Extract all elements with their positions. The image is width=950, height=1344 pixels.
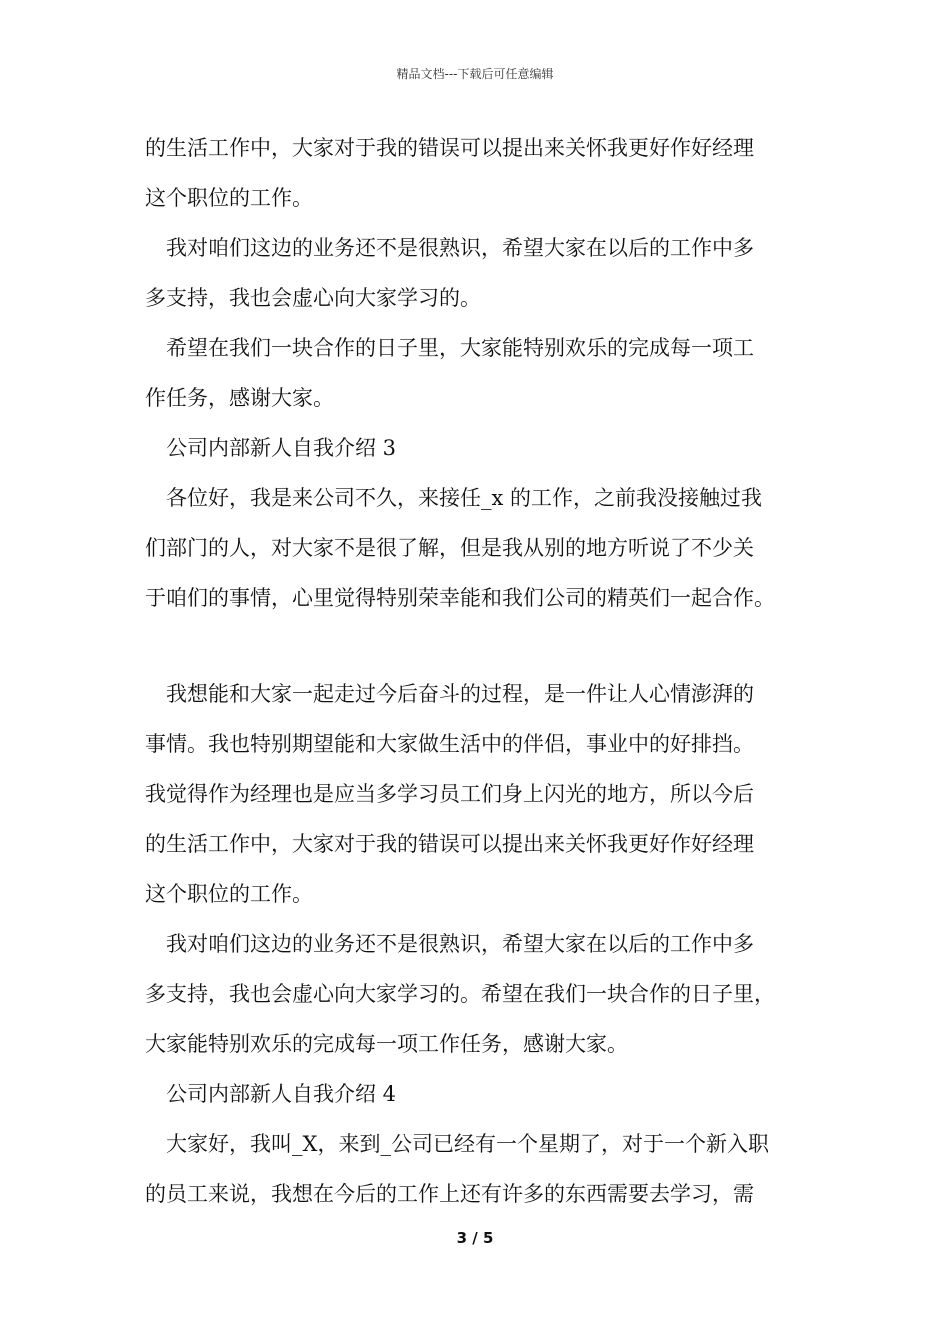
text-line: 希望在我们一块合作的日子里，大家能特别欢乐的完成每一项工 [166,336,754,360]
text-line: 各位好，我是来公司不久，来接任_x 的工作，之前我没接触过我 [166,486,763,510]
text-line: 大家好，我叫_X，来到_公司已经有一个星期了，对于一个新入职 [166,1132,769,1156]
text-line: 作任务，感谢大家。 [145,386,334,410]
section-heading: 公司内部新人自我介绍 4 [166,1082,397,1106]
page-header: 精品文档---下载后可任意编辑 [396,67,554,81]
text-line: 们部门的人，对大家不是很了解，但是我从别的地方听说了不少关 [145,536,754,560]
page-number: 3 / 5 [456,1229,494,1247]
text-line: 的生活工作中，大家对于我的错误可以提出来关怀我更好作好经理 [145,832,754,856]
text-line: 我想能和大家一起走过今后奋斗的过程，是一件让人心情澎湃的 [166,682,754,706]
text-line: 于咱们的事情，心里觉得特别荣幸能和我们公司的精英们一起合作。 [145,586,775,610]
text-line: 的生活工作中，大家对于我的错误可以提出来关怀我更好作好经理 [145,136,754,160]
text-line: 我觉得作为经理也是应当多学习员工们身上闪光的地方，所以今后 [145,782,754,806]
section-heading: 公司内部新人自我介绍 3 [166,436,397,460]
text-line: 多支持，我也会虚心向大家学习的。 [145,286,481,310]
text-line: 的员工来说，我想在今后的工作上还有许多的东西需要去学习，需 [145,1182,754,1206]
text-line: 我对咱们这边的业务还不是很熟识，希望大家在以后的工作中多 [166,932,754,956]
text-line: 多支持，我也会虚心向大家学习的。希望在我们一块合作的日子里， [145,982,775,1006]
text-line: 我对咱们这边的业务还不是很熟识，希望大家在以后的工作中多 [166,236,754,260]
text-line: 这个职位的工作。 [145,186,313,210]
text-line: 大家能特别欢乐的完成每一项工作任务，感谢大家。 [145,1032,628,1056]
text-line: 这个职位的工作。 [145,882,313,906]
text-line: 事情。我也特别期望能和大家做生活中的伴侣，事业中的好排挡。 [145,732,754,756]
